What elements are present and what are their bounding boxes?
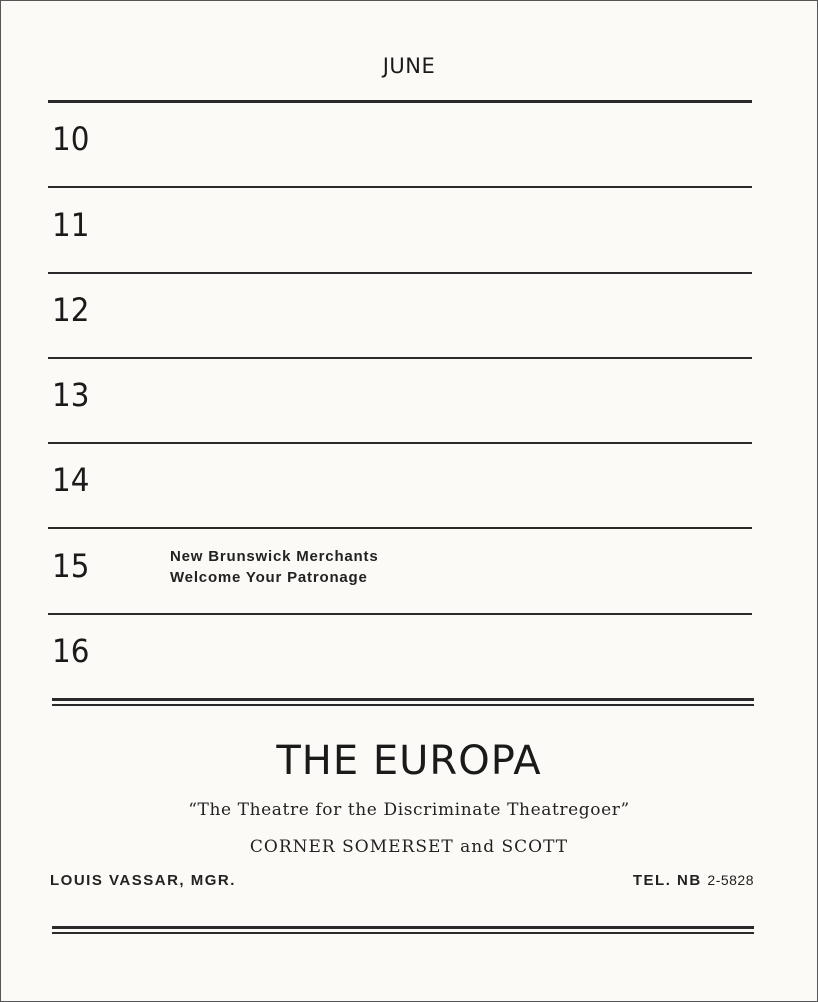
day-divider [48,186,752,188]
phone-digits: 2-5828 [707,872,754,888]
calendar-top-rule [48,100,752,103]
merchant-note-line: New Brunswick Merchants [170,548,379,565]
manager-name: LOUIS VASSAR, MGR. [50,872,236,889]
phone-label: TEL. NB [632,872,702,889]
phone-number [633,872,754,889]
day-number: 14 [52,461,90,499]
day-divider [48,527,752,529]
theatre-name: THE EUROPA [276,738,542,784]
day-divider [48,272,752,274]
day-divider [48,442,752,444]
day-number: 11 [52,206,90,244]
month-heading: JUNE [382,54,436,78]
day-number: 15 [52,547,90,585]
merchant-note-line: Welcome Your Patronage [170,569,368,586]
day-number: 10 [52,120,90,158]
theatre-address: CORNER SOMERSET and SCOTT [249,837,569,857]
day-number: 16 [52,632,90,670]
footer-double-rule [52,926,754,934]
day-number: 13 [52,376,90,414]
merchant-note [170,546,378,588]
day-number: 12 [52,291,90,329]
theatre-tagline: “The Theatre for the Discriminate Theatregoer” [188,800,630,820]
day-divider [48,357,752,359]
calendar-bottom-double-rule [52,698,754,706]
day-divider [48,613,752,615]
